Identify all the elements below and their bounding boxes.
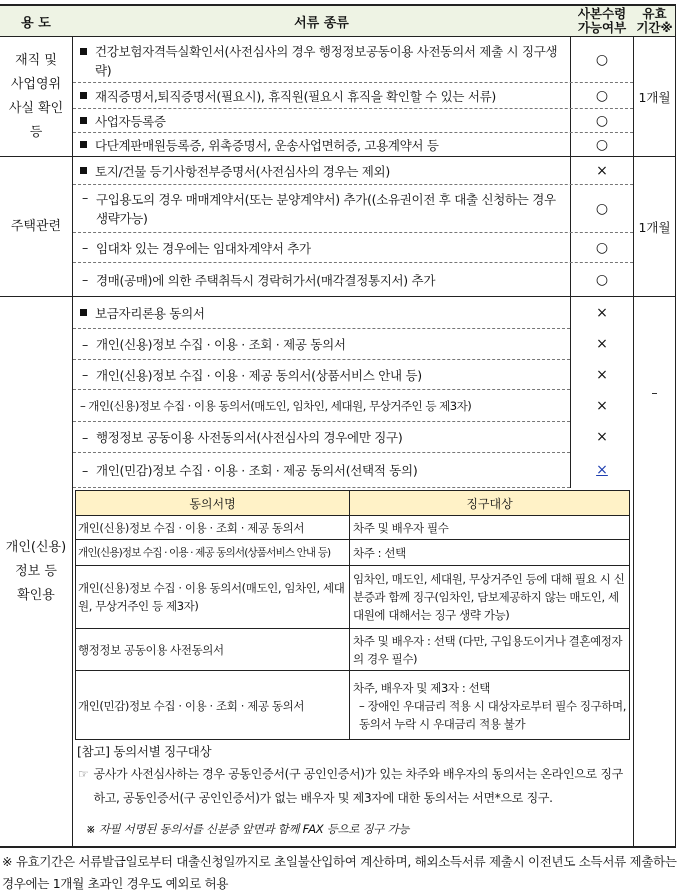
dash-bullet: –	[82, 190, 88, 205]
doc-item: 다단계판매원등록증, 위촉증명서, 운송사업면허증, 고용계약서 등	[80, 133, 564, 156]
doc-item: – 임대차 있는 경우에는 임대차계약서 추가	[82, 240, 311, 256]
header-docs: 서류 종류	[294, 15, 349, 31]
copy-mark: ×	[596, 162, 608, 179]
copy-mark: ○	[595, 87, 609, 104]
use-housing: 주택관련	[10, 218, 62, 234]
consent-header-target: 징구대상	[466, 496, 513, 511]
consent-target: 차주 : 선택	[353, 545, 406, 560]
doc-item: – 개인(민감)정보 수집 · 이용 · 조회 · 제공 동의서(선택적 동의)	[82, 462, 418, 478]
dash-bullet: –	[80, 398, 86, 413]
copy-mark: ×	[596, 429, 608, 445]
consent-header-name: 동의서명	[189, 496, 236, 511]
consent-target-main: 차주, 배우자 및 제3자 : 선택	[353, 680, 491, 695]
copy-mark: ×	[596, 366, 608, 383]
validity-personal-info: –	[651, 384, 658, 400]
header-use: 용 도	[21, 15, 51, 31]
doc-item: 토지/건물 등기사항전부증명서(사전심사의 경우는 제외)	[80, 157, 564, 184]
use-employment: 재직 및 사업영위 사실 확인 등	[8, 52, 64, 140]
row-divider	[73, 487, 570, 488]
copy-mark-link[interactable]: ×	[596, 462, 608, 478]
doc-item: – 개인(신용)정보 수집 · 이용 · 제공 동의서(상품서비스 안내 등)	[82, 367, 422, 383]
validity-housing: 1개월	[638, 219, 671, 235]
header-copy: 사본수령 가능여부	[577, 6, 627, 35]
square-bullet-icon	[80, 48, 87, 55]
consent-col-divider	[349, 490, 350, 740]
fax-note: ※ 자필 서명된 동의서를 신분증 앞면과 함께 FAX 등으로 징구 가능	[86, 822, 410, 836]
consent-target: 임차인, 매도인, 세대원, 무상거주인 등에 대해 필요 시 신분증과 함께 징구(임차인, 담보제공하지 않는 매도인, 세대원에 대해서는 징구 생략 가능)	[353, 572, 625, 622]
copy-mark: ×	[596, 397, 608, 414]
square-bullet-icon	[80, 309, 87, 316]
dash-bullet: –	[82, 429, 88, 445]
doc-item: – 경매(공매)에 의한 주택취득시 경락허가서(매각결정통지서) 추가	[82, 272, 436, 288]
consent-target: 차주 및 배우자 필수	[353, 520, 449, 535]
doc-item: – 구입용도의 경우 매매계약서(또는 분양계약서) 추가((소유권이전 후 대출 신청하는 경우 생략가능)	[82, 190, 556, 226]
validity-footnote: ※ 유효기간은 서류발급일로부터 대출신청일까지로 초일불산입하여 계산하며, 해외소득서류 제출시 이전년도 소득서류 제출하는 경우에는 1개월 초과인 경우도 예외로 허용	[2, 854, 677, 891]
consent-target	[353, 672, 628, 739]
copy-mark: ○	[595, 136, 609, 153]
reference-note: ☞ 공사가 사전심사하는 경우 공동인증서(구 공인인증서)가 있는 차주와 배우자의 동의서는 온라인으로 징구하고, 공동인증서(구 공인인증서)가 없는 배우자 및 제3자에 대한 동의서는 서면*으로 징구.	[78, 762, 630, 810]
divider-use	[72, 4, 73, 848]
doc-item: – 개인(신용)정보 수집 · 이용 · 조회 · 제공 동의서	[82, 336, 346, 352]
dash-bullet: –	[82, 336, 88, 352]
doc-item: – 개인(신용)정보 수집 · 이용 동의서(매도인, 임차인, 세대원, 무상거주인 등 제3자)	[80, 398, 472, 413]
square-bullet-icon	[80, 117, 87, 124]
copy-mark: ○	[595, 200, 609, 217]
table-bottom-border	[0, 846, 676, 848]
copy-mark: ○	[595, 112, 609, 129]
row-divider	[73, 184, 633, 185]
doc-item: 보금자리론용 동의서	[80, 297, 564, 328]
validity-employment: 1개월	[638, 89, 671, 105]
doc-item: – 행정정보 공동이용 사전동의서(사전심사의 경우에만 징구)	[82, 429, 403, 445]
consent-target: 차주 및 배우자 : 선택 (다만, 구입용도이거나 결혼예정자의 경우 필수)	[353, 633, 623, 666]
dash-bullet: –	[82, 240, 88, 255]
doc-item: 건강보험자격득실확인서(사전심사의 경우 행정정보공동이용 사전동의서 제출 시 징구생략)	[80, 40, 564, 82]
copy-mark: ○	[595, 271, 609, 288]
consent-name: 개인(민감)정보 수집 · 이용 · 조회 · 제공 동의서	[78, 698, 305, 713]
square-bullet-icon	[80, 167, 87, 174]
pointing-hand-icon: ☞	[78, 767, 89, 781]
square-bullet-icon	[80, 92, 87, 99]
dash-bullet: –	[82, 462, 88, 478]
dash-bullet: –	[82, 367, 88, 382]
reference-title: [참고] 동의서별 징구대상	[77, 744, 212, 759]
consent-name: 개인(신용)정보 수집 · 이용 동의서(매도인, 임차인, 세대원, 무상거주인 등 제3자)	[78, 581, 345, 613]
consent-target-sub: – 장애인 우대금리 적용 시 대상자로부터 필수 징구하며, 동의서 누락 시 우대금리 적용 불가	[359, 698, 626, 731]
copy-mark: ○	[595, 239, 609, 256]
consent-name: 행정정보 공동이용 사전동의서	[78, 642, 224, 657]
use-personal-info: 개인(신용) 정보 등 확인용	[5, 539, 67, 603]
copy-mark: ×	[596, 336, 608, 352]
dash-bullet: –	[82, 272, 88, 287]
doc-item: 사업자등록증	[80, 109, 564, 132]
copy-mark: ×	[596, 304, 608, 321]
square-bullet-icon	[80, 141, 87, 148]
table-right-border	[675, 4, 676, 848]
consent-name: 개인(신용)정보 수집 · 이용 · 제공 동의서(상품서비스 안내 등)	[78, 547, 331, 559]
copy-mark: ○	[595, 51, 609, 68]
header-valid: 유효 기간※	[636, 6, 673, 35]
doc-item: 재직증명서,퇴직증명서(필요시), 휴직원(필요시 휴직을 확인할 수 있는 서류)	[80, 83, 564, 108]
consent-name: 개인(신용)정보 수집 · 이용 · 조회 · 제공 동의서	[78, 520, 305, 535]
